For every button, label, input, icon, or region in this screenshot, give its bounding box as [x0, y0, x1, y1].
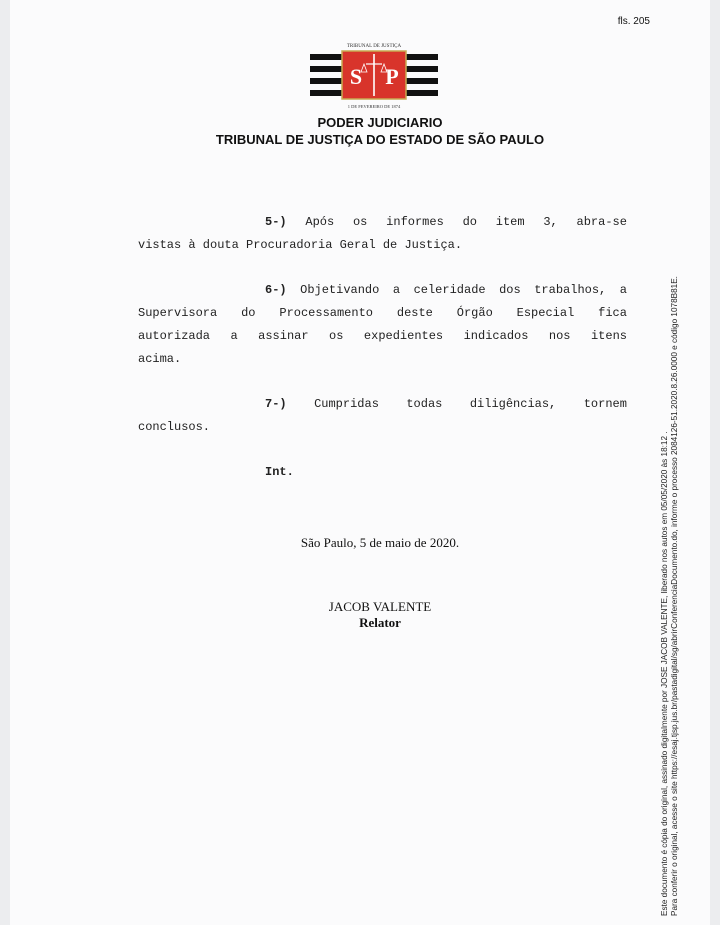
emblem-top-text: TRIBUNAL DE JUSTIÇA: [346, 44, 402, 49]
header-line-2: TRIBUNAL DE JUSTIÇA DO ESTADO DE SÃO PAULO: [215, 132, 545, 147]
signature-name: JACOB VALENTE: [328, 599, 432, 614]
item6-line1: 6-) Objetivando a celeridade dos trabalhos, a: [265, 283, 627, 297]
item5-number: 5-): [265, 215, 287, 229]
signature-role: Relator: [359, 615, 401, 630]
emblem-bottom-text: 1 DE FEVEREIRO DE 1874: [347, 104, 401, 109]
int-text: Int.: [265, 465, 294, 479]
item6-line3: autorizada a assinar os expedientes indicados nos itens: [138, 329, 627, 343]
item6-line4: acima.: [138, 352, 182, 366]
item6-line2: Supervisora do Processamento deste Órgão Especial fica: [138, 306, 627, 320]
page-number: fls. 205: [617, 16, 650, 27]
emblem-letter-p: P: [385, 64, 399, 89]
side-note-line-1: Este documento é cópia do original, assinado digitalmente por JOSE JACOB VALENTE, liberado nos autos em 05/05/2020 às 18:12 .: [660, 431, 669, 916]
item6-number: 6-): [265, 283, 287, 297]
item5-line2: vistas à douta Procuradoria Geral de Justiça.: [138, 238, 463, 252]
item7-number: 7-): [265, 397, 287, 411]
side-note-line-2: Para conferir o original, acesse o site https://esaj.tjsp.jus.br/pastadigital/sg/abrirConferenciaDocumento.do, informe o processo 2084126-51.2020.8.26.0000 e código 1078B81E.: [670, 276, 679, 916]
emblem-letter-s: S: [349, 64, 363, 89]
item7-line2: conclusos.: [138, 420, 211, 434]
date-line: São Paulo, 5 de maio de 2020.: [300, 535, 460, 550]
header-line-1: PODER JUDICIARIO: [317, 115, 443, 130]
digital-signature-note: [660, 276, 680, 916]
court-emblem-logo: [308, 40, 440, 112]
item5-line1: 5-) Após os informes do item 3, abra-se: [265, 215, 627, 229]
item7-line1: 7-) Cumpridas todas diligências, tornem: [265, 397, 627, 411]
